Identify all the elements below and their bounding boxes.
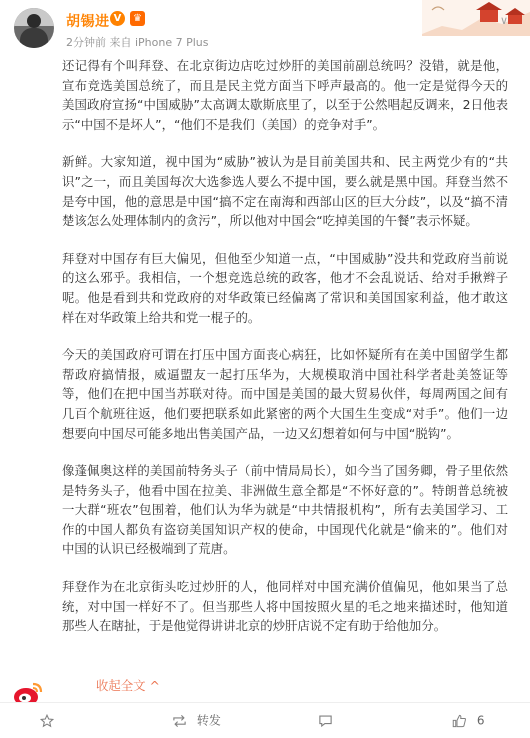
- star-icon: [40, 714, 54, 728]
- member-crown-icon: ♛: [130, 11, 145, 26]
- post-header: [0, 0, 530, 52]
- collapse-label: 收起全文: [96, 678, 146, 693]
- favorite-button[interactable]: [40, 703, 60, 737]
- post-footer: [0, 702, 530, 737]
- post-paragraph: 像蓬佩奥这样的美国前特务头子（前中情局局长），如今当了国务卿，骨子里依然是特务头子，他看中国在拉美、非洲做生意全都是“不怀好意的”。特朗普总统被一大群“班农”包围着，他们认为华为就是“中共情报机构”，所有去美国学习、工作的中国人都负有盗窃美国知识产权的使命，中国现代化就是“偷来的”。他们对中国的认识已经极端到了荒唐。: [62, 463, 508, 557]
- author-name[interactable]: 胡锡进: [66, 14, 110, 30]
- post-body: [62, 56, 508, 654]
- like-icon: [452, 714, 467, 728]
- repost-button[interactable]: [172, 703, 221, 737]
- header-decoration: [422, 0, 530, 36]
- repost-label: 转发: [196, 713, 221, 728]
- post-time[interactable]: 2分钟前: [66, 36, 106, 49]
- post-meta: [66, 34, 209, 50]
- repost-icon: [172, 714, 187, 728]
- comment-icon: [318, 714, 333, 728]
- post-source: 来自 iPhone 7 Plus: [109, 36, 209, 49]
- verified-icon: V: [110, 11, 125, 26]
- comment-button[interactable]: [318, 703, 339, 737]
- avatar[interactable]: [14, 8, 54, 48]
- like-button[interactable]: [452, 703, 484, 737]
- post-paragraph: 今天的美国政府可谓在打压中国方面丧心病狂，比如怀疑所有在美中国留学生都帮政府搞情报，威逼盟友一起打压华为，大规模取消中国社科学者赴美签证等等，他们在把中国当苏联对待。而中国是美国的最大贸易伙伴，每周两国之间有几百个航班往返，他们要把联系如此紧密的两个大国生生变成“对手”。他们一边想要向中国尽可能多地出售美国产品，一边又幻想着如何与中国“脱钩”。: [62, 347, 508, 441]
- post-paragraph: 拜登对中国存有巨大偏见，但他至少知道一点，“中国威胁”没共和党政府当前说的这么邪乎。我相信，一个想竞选总统的政客，他才不会乱说话、给对手揪辫子呢。他是看到共和党政府的对华政策已经偏离了常识和美国国家利益，他才敢这样在对华政策上给共和党一棍子的。: [62, 250, 508, 325]
- post-paragraph: 新鲜。大家知道，视中国为“威胁”被认为是目前美国共和、民主两党少有的“共识”之一，而且美国每次大选参选人要么不提中国，要么就是黑中国。拜登当然不是夸中国，他的意思是中国“搞不定在南海和西部山区的巨大分歧”，以及“搞不清楚该怎么处理体制内的贪污”，所以他对中国会“吃掉美国的午餐”表示怀疑。: [62, 154, 508, 229]
- like-count: 6: [476, 713, 485, 728]
- chevron-down-icon[interactable]: ∨: [500, 14, 509, 27]
- collapse-fulltext-link[interactable]: [96, 676, 160, 694]
- post-paragraph: 拜登作为在北京街头吃过炒肝的人，他同样对中国充满价值偏见，他如果当了总统，对中国一样好不了。但当那些人将中国按照火星的毛之地来描述时，他知道那些人在瞎扯，于是他觉得讲讲北京的炒肝店说不定有助于给他加分。: [62, 579, 508, 634]
- collapse-arrow-icon: ^: [149, 678, 160, 693]
- post-paragraph: 还记得有个叫拜登、在北京街边店吃过炒肝的美国前副总统吗？没错，就是他，宣布竞选美国总统了，而且是民主党方面当下呼声最高的。他一定是觉得今天的美国政府宣扬“中国威胁”太高调太歇斯底里了，以至于公然唱起反调来，2日他表示“中国不是坏人”，“他们不是我们（美国）的竞争对手”。: [62, 58, 508, 132]
